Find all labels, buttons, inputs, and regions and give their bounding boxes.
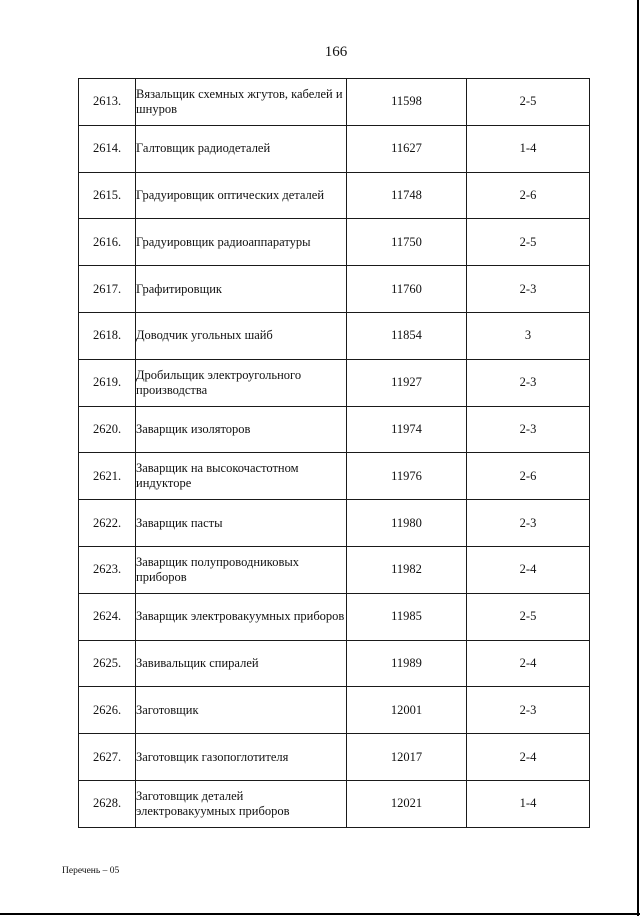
row-number: 2615.: [79, 172, 136, 219]
table-row: [79, 312, 590, 359]
row-number: 2621.: [79, 453, 136, 500]
occupation-code: 11854: [347, 312, 467, 359]
occupation-code: 11750: [347, 219, 467, 266]
grade-range: 2-3: [467, 406, 590, 453]
row-number: 2616.: [79, 219, 136, 266]
table-row: [79, 406, 590, 453]
row-number: 2627.: [79, 734, 136, 781]
table-row: [79, 359, 590, 406]
row-number: 2625.: [79, 640, 136, 687]
occupation-name: Заварщик полупроводниковых приборов: [136, 546, 347, 593]
occupation-name: Доводчик угольных шайб: [136, 312, 347, 359]
row-number: 2619.: [79, 359, 136, 406]
row-number: 2614.: [79, 125, 136, 172]
occupation-name: Градуировщик оптических деталей: [136, 172, 347, 219]
grade-range: 2-3: [467, 687, 590, 734]
table-row: [79, 172, 590, 219]
occupation-name: Заварщик изоляторов: [136, 406, 347, 453]
table-row: [79, 640, 590, 687]
occupation-code: 12021: [347, 780, 467, 827]
grade-range: 2-5: [467, 593, 590, 640]
table-row: [79, 453, 590, 500]
occupation-name: Заварщик пасты: [136, 500, 347, 547]
grade-range: 3: [467, 312, 590, 359]
table-row: [79, 219, 590, 266]
occupation-name: Дробильщик электроугольного производства: [136, 359, 347, 406]
grade-range: 2-5: [467, 219, 590, 266]
occupation-code: 11927: [347, 359, 467, 406]
row-number: 2617.: [79, 266, 136, 313]
row-number: 2622.: [79, 500, 136, 547]
grade-range: 2-6: [467, 172, 590, 219]
occupation-code: 11627: [347, 125, 467, 172]
occupation-code: 11976: [347, 453, 467, 500]
occupation-code: 11598: [347, 79, 467, 126]
row-number: 2628.: [79, 780, 136, 827]
occupation-name: Заварщик на высокочастотном индукторе: [136, 453, 347, 500]
table-row: [79, 687, 590, 734]
table-row: [79, 500, 590, 547]
occupation-name: Заготовщик деталей электровакуумных приборов: [136, 780, 347, 827]
occupation-code: 11985: [347, 593, 467, 640]
grade-range: 2-3: [467, 500, 590, 547]
row-number: 2620.: [79, 406, 136, 453]
occupation-name: Вязальщик схемных жгутов, кабелей и шнуров: [136, 79, 347, 126]
grade-range: 2-5: [467, 79, 590, 126]
occupation-code: 12001: [347, 687, 467, 734]
table-row: [79, 546, 590, 593]
occupation-code: 11974: [347, 406, 467, 453]
row-number: 2626.: [79, 687, 136, 734]
occupation-name: Графитировщик: [136, 266, 347, 313]
occupation-code: 11980: [347, 500, 467, 547]
page-edge-bottom: [0, 913, 640, 915]
row-number: 2623.: [79, 546, 136, 593]
occupation-name: Заварщик электровакуумных приборов: [136, 593, 347, 640]
grade-range: 2-4: [467, 640, 590, 687]
grade-range: 2-4: [467, 734, 590, 781]
grade-range: 1-4: [467, 125, 590, 172]
occupation-name: Заготовщик газопоглотителя: [136, 734, 347, 781]
grade-range: 2-4: [467, 546, 590, 593]
occupation-code: 12017: [347, 734, 467, 781]
occupation-code: 11982: [347, 546, 467, 593]
row-number: 2624.: [79, 593, 136, 640]
occupation-name: Галтовщик радиодеталей: [136, 125, 347, 172]
occupation-code: 11748: [347, 172, 467, 219]
table-row: [79, 780, 590, 827]
table-row: [79, 125, 590, 172]
occupation-code: 11989: [347, 640, 467, 687]
occupation-code: 11760: [347, 266, 467, 313]
grade-range: 2-6: [467, 453, 590, 500]
grade-range: 1-4: [467, 780, 590, 827]
table-row: [79, 734, 590, 781]
grade-range: 2-3: [467, 266, 590, 313]
table-row: [79, 266, 590, 313]
occupation-name: Заготовщик: [136, 687, 347, 734]
table-body: [79, 79, 590, 828]
row-number: 2618.: [79, 312, 136, 359]
page-number: 166: [324, 44, 348, 60]
page-edge-right: [637, 0, 639, 916]
footer-label: Перечень – 05: [62, 866, 120, 876]
occupation-name: Градуировщик радиоаппаратуры: [136, 219, 347, 266]
row-number: 2613.: [79, 79, 136, 126]
table-row: [79, 593, 590, 640]
grade-range: 2-3: [467, 359, 590, 406]
occupation-name: Завивальщик спиралей: [136, 640, 347, 687]
table-row: [79, 79, 590, 126]
occupation-table: [78, 78, 590, 828]
